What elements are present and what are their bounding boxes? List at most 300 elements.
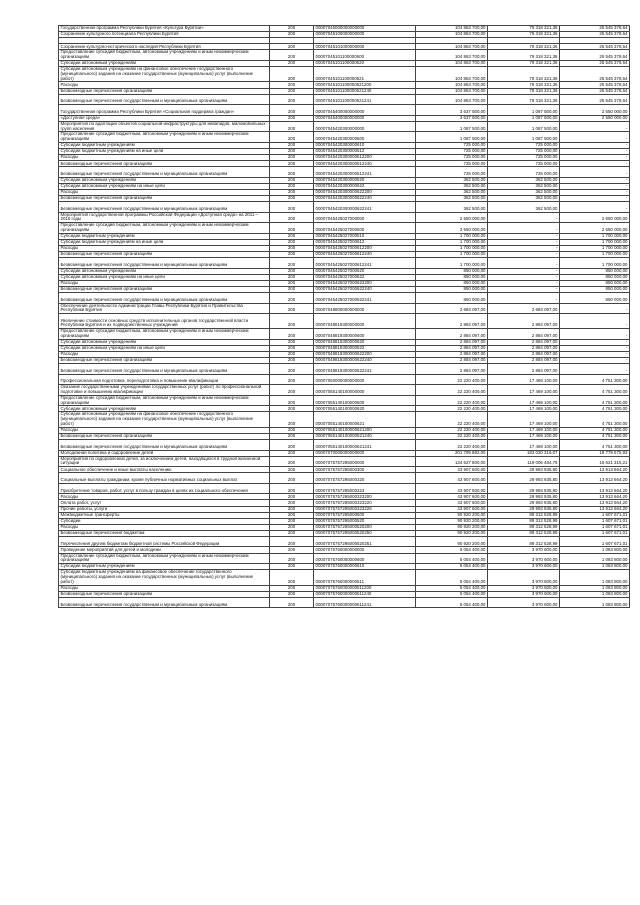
row-unexecuted-cell: 1 700 000,00 [560,246,630,252]
row-line-code-cell: 200 [270,132,314,143]
row-line-code-cell: 200 [270,252,314,258]
row-budget-code-cell: 00007045101000000000 [314,44,416,50]
row-budget-code-cell: 00007075757295000320 [314,473,416,484]
row-executed-cell: 79 318 321,36 [488,26,560,32]
row-name-cell: Безвозмездные перечисления государственным и муниципальным организациям [59,597,270,608]
row-name-cell: Безвозмездные перечисления государственным и муниципальным организациям [59,364,270,375]
row-approved-cell: 1 700 000,00 [416,233,488,239]
row-line-code-cell: 200 [270,82,314,88]
row-name-cell: Межбюджетные трансферты [59,512,270,518]
row-executed-cell: 17 469 100,00 [488,440,560,451]
row-approved-cell: 22 220 400,00 [416,385,488,396]
row-executed-cell: 79 318 321,36 [488,88,560,94]
row-executed-cell: - [488,233,560,239]
row-name-cell: Прочие работы, услуги [59,506,270,512]
row-approved-cell: 43 907 600,00 [416,494,488,500]
row-approved-cell: 850 000,00 [416,293,488,304]
row-unexecuted-cell: 4 751 300,00 [560,395,630,406]
row-budget-code-cell: 00007045425027000612241 [314,258,416,269]
row-unexecuted-cell: 850 000,00 [560,268,630,274]
row-line-code-cell: 200 [270,183,314,189]
row-name-cell: Расходы [59,351,270,357]
table-row [59,50,630,61]
row-line-code-cell: 200 [270,167,314,178]
row-name-cell: Безвозмездные перечисления государственным и муниципальным организациям [59,202,270,213]
row-unexecuted-cell: 4 751 300,00 [560,440,630,451]
row-name-cell: Оказание государственными учреждениями государственных услуг (работ) по профессиональной подготовке и повышению квалификации [59,385,270,396]
row-approved-cell: 104 863 700,00 [416,60,488,66]
row-budget-code-cell: 00007045425027000612 [314,239,416,245]
row-name-cell: Безвозмездные перечисления государственным и муниципальным организациям [59,258,270,269]
row-approved-cell: 104 863 700,00 [416,26,488,32]
row-unexecuted-cell: - [560,132,630,143]
row-approved-cell: 362 500,00 [416,196,488,202]
row-approved-cell: 22 220 400,00 [416,406,488,412]
row-unexecuted-cell: 1 700 000,00 [560,239,630,245]
row-name-cell: Расходы [59,246,270,252]
row-budget-code-cell: 00007048819300000620 [314,339,416,345]
table-row [59,67,630,82]
row-executed-cell: - [488,252,560,258]
row-approved-cell: 22 220 400,00 [416,433,488,439]
row-approved-cell: 850 000,00 [416,274,488,280]
table-row [59,553,630,564]
row-line-code-cell: 200 [270,303,314,314]
row-budget-code-cell: 00007075760000000611200 [314,585,416,591]
row-budget-code-cell: 00007045101100000600 [314,50,416,61]
table-row [59,44,630,50]
row-unexecuted-cell: 25 545 378,64 [560,82,630,88]
row-line-code-cell: 200 [270,395,314,406]
row-budget-code-cell: 00007045420300000622240 [314,196,416,202]
row-unexecuted-cell: - [560,303,630,314]
row-unexecuted-cell: 4 751 300,00 [560,374,630,385]
row-unexecuted-cell: 1 083 800,00 [560,585,630,591]
table-row [59,536,630,547]
row-line-code-cell: 200 [270,512,314,518]
row-unexecuted-cell: 25 545 378,64 [560,94,630,105]
row-executed-cell: 3 970 600,00 [488,570,560,585]
row-name-cell: Безвозмездные перечисления организациям [59,196,270,202]
row-line-code-cell: 200 [270,177,314,183]
row-line-code-cell: 200 [270,105,314,116]
row-name-cell: Увеличение стоимости основных средств исполнительных органов государственной власти Республики Бурятия и их подведомственных учреждений [59,314,270,329]
row-executed-cell: 362 500,00 [488,183,560,189]
row-executed-cell: 89 312 528,99 [488,512,560,518]
row-executed-cell: 362 500,00 [488,189,560,195]
row-line-code-cell: 200 [270,314,314,329]
row-approved-cell: 2 884 097,00 [416,364,488,375]
row-executed-cell: 1 087 500,00 [488,132,560,143]
row-name-cell: Расходы [59,189,270,195]
row-approved-cell: 362 500,00 [416,189,488,195]
table-row [59,293,630,304]
row-budget-code-cell: 00007048819300000622200 [314,351,416,357]
table-row [59,202,630,213]
row-budget-code-cell: 00007045101100000620 [314,60,416,66]
row-executed-cell: 29 993 935,80 [488,494,560,500]
row-name-cell: Безвозмездные перечисления организациям [59,88,270,94]
row-line-code-cell: 200 [270,223,314,234]
row-unexecuted-cell: 2 550 000,00 [560,223,630,234]
row-executed-cell: 1 087 500,00 [488,121,560,132]
row-approved-cell: 90 920 200,00 [416,536,488,547]
row-line-code-cell: 200 [270,440,314,451]
row-unexecuted-cell: 13 913 664,20 [560,500,630,506]
row-approved-cell: 22 220 400,00 [416,374,488,385]
row-name-cell: Субсидии бюджетным учреждениям [59,564,270,570]
row-executed-cell: 183 020 316,07 [488,450,560,456]
row-budget-code-cell: 00007045420300000000 [314,121,416,132]
row-name-cell: Субсидии бюджетным учреждениям на финансовое обеспечение государственного (муниципального) задания на оказание государственных (муниципальных) услуг (выполнение работ) [59,570,270,585]
row-approved-cell: 1 700 000,00 [416,239,488,245]
row-unexecuted-cell: 1 083 800,00 [560,553,630,564]
table-row [59,395,630,406]
row-executed-cell: 29 993 935,80 [488,473,560,484]
row-approved-cell: 362 500,00 [416,183,488,189]
row-name-cell: Безвозмездные перечисления организациям [59,161,270,167]
row-line-code-cell: 200 [270,60,314,66]
row-executed-cell: 29 993 935,80 [488,483,560,494]
row-approved-cell: 104 863 700,00 [416,82,488,88]
row-approved-cell: 90 920 200,00 [416,524,488,530]
row-line-code-cell: 200 [270,329,314,340]
row-executed-cell: - [488,239,560,245]
row-approved-cell: 104 863 700,00 [416,67,488,82]
row-line-code-cell: 200 [270,524,314,530]
table-row [59,161,630,167]
table-row [59,345,630,351]
row-executed-cell: - [488,274,560,280]
row-name-cell: Безвозмездные перечисления организациям [59,591,270,597]
row-approved-cell: 43 907 600,00 [416,483,488,494]
row-unexecuted-cell: - [560,167,630,178]
row-name-cell: Субсидии автономным учреждениям на финансовое обеспечение государственного (муниципального) задания на оказание государственных (муниципальных) услуг (выполнение работ) [59,412,270,427]
table-row [59,94,630,105]
row-approved-cell: 2 550 000,00 [416,223,488,234]
row-name-cell: Предоставление субсидий бюджетным, автономным учреждениям и иным некоммерческим организациям [59,553,270,564]
row-approved-cell: 134 627 800,00 [416,456,488,467]
row-budget-code-cell: 00007048819300000622240 [314,358,416,364]
row-budget-code-cell: 00007045400000000000 [314,115,416,121]
row-budget-code-cell: 00007055140100000600 [314,395,416,406]
row-executed-cell: 2 884 097,00 [488,358,560,364]
row-budget-code-cell: 00007055140100000000 [314,385,416,396]
row-name-cell: Расходы [59,427,270,433]
row-executed-cell: 79 318 321,36 [488,94,560,105]
row-executed-cell: 3 970 600,00 [488,591,560,597]
table-row [59,329,630,340]
table-row [59,303,630,314]
row-name-cell: Сохранение культурного потенциала Республики Бурятия [59,32,270,38]
row-executed-cell: - [488,258,560,269]
row-approved-cell: 1 087 500,00 [416,121,488,132]
row-approved-cell: 5 054 400,00 [416,591,488,597]
row-executed-cell: - [488,223,560,234]
row-unexecuted-cell: - [560,183,630,189]
row-budget-code-cell: 00007045425027000622 [314,274,416,280]
row-line-code-cell: 200 [270,553,314,564]
row-approved-cell: 2 884 097,00 [416,351,488,357]
row-executed-cell: 29 993 935,80 [488,467,560,473]
row-budget-code-cell: 00007075757295000520200 [314,524,416,530]
table-row [59,105,630,116]
row-line-code-cell: 200 [270,121,314,132]
row-approved-cell: 2 884 097,00 [416,303,488,314]
row-budget-code-cell: 00007045425027000620 [314,268,416,274]
row-unexecuted-cell: - [560,202,630,213]
row-executed-cell: 2 884 097,00 [488,345,560,351]
row-approved-cell: 2 884 097,00 [416,345,488,351]
row-budget-code-cell: 00007075757295000000 [314,456,416,467]
row-budget-code-cell: 00007055140100000621241 [314,440,416,451]
row-line-code-cell: 200 [270,115,314,121]
row-executed-cell: 119 006 484,79 [488,456,560,467]
table-row [59,412,630,427]
row-unexecuted-cell: 13 913 664,20 [560,494,630,500]
row-approved-cell: 1 700 000,00 [416,258,488,269]
row-line-code-cell: 200 [270,412,314,427]
row-executed-cell: - [488,246,560,252]
row-name-cell: Предоставление субсидий бюджетным, автономным учреждениям и иным некоммерческим организациям [59,132,270,143]
row-approved-cell: 43 907 600,00 [416,506,488,512]
row-unexecuted-cell: 1 607 671,01 [560,512,630,518]
row-approved-cell: 104 863 700,00 [416,88,488,94]
row-budget-code-cell: 00007075760000000600 [314,553,416,564]
row-name-cell: Субсидии автономным учреждениям [59,339,270,345]
row-unexecuted-cell: 850 000,00 [560,293,630,304]
row-approved-cell: 850 000,00 [416,268,488,274]
row-line-code-cell: 200 [270,483,314,494]
row-budget-code-cell: 00007045101100000621200 [314,82,416,88]
row-executed-cell: 725 000,00 [488,149,560,155]
row-executed-cell: 17 469 100,00 [488,427,560,433]
row-budget-code-cell: 00007045420300000600 [314,132,416,143]
table-row [59,212,630,223]
row-unexecuted-cell: 1 083 800,00 [560,570,630,585]
row-approved-cell: 90 920 200,00 [416,518,488,524]
row-executed-cell: 79 318 321,36 [488,82,560,88]
row-unexecuted-cell: 25 545 378,64 [560,26,630,32]
row-line-code-cell: 200 [270,246,314,252]
row-approved-cell: 1 700 000,00 [416,246,488,252]
row-approved-cell: 725 000,00 [416,167,488,178]
row-unexecuted-cell: 1 700 000,00 [560,258,630,269]
table-row [59,167,630,178]
row-line-code-cell: 200 [270,433,314,439]
row-unexecuted-cell: 25 545 378,64 [560,88,630,94]
row-budget-code-cell: 00007075757295000323 [314,483,416,494]
row-budget-code-cell: 00007045101100000621241 [314,94,416,105]
row-name-cell: «Доступная среда» [59,115,270,121]
row-executed-cell: 29 993 935,80 [488,500,560,506]
row-executed-cell: 725 000,00 [488,142,560,148]
row-approved-cell: 201 799 892,00 [416,450,488,456]
row-executed-cell: 79 318 321,36 [488,67,560,82]
row-name-cell: Субсидии автономным учреждениям на иные цели [59,345,270,351]
row-executed-cell: 89 312 528,99 [488,524,560,530]
row-unexecuted-cell: - [560,121,630,132]
row-line-code-cell: 200 [270,385,314,396]
row-line-code-cell: 200 [270,239,314,245]
row-executed-cell: 79 318 321,36 [488,44,560,50]
row-line-code-cell: 200 [270,564,314,570]
row-budget-code-cell: 00007048819300000000 [314,314,416,329]
row-unexecuted-cell: 18 779 575,93 [560,450,630,456]
row-executed-cell: 79 318 321,36 [488,32,560,38]
row-budget-code-cell: 00007045101100000621 [314,67,416,82]
row-name-cell: Предоставление субсидий бюджетным, автономным учреждениям и иным некоммерческим организациям [59,395,270,406]
row-budget-code-cell: 00007045420300000612241 [314,167,416,178]
row-executed-cell: 362 500,00 [488,202,560,213]
row-unexecuted-cell: - [560,358,630,364]
row-executed-cell: 3 970 600,00 [488,547,560,553]
row-unexecuted-cell: 1 700 000,00 [560,233,630,239]
row-approved-cell: 104 863 700,00 [416,32,488,38]
row-budget-code-cell: 00007045425027000622241 [314,293,416,304]
row-executed-cell: 3 970 600,00 [488,597,560,608]
row-budget-code-cell: 00007045425027000622240 [314,287,416,293]
row-unexecuted-cell: 1 083 800,00 [560,547,630,553]
row-executed-cell: - [488,293,560,304]
row-budget-code-cell: 00007048800000000000 [314,303,416,314]
row-budget-code-cell: 00007045425027000610 [314,233,416,239]
row-approved-cell: 5 054 400,00 [416,570,488,585]
row-executed-cell: 17 469 100,00 [488,385,560,396]
row-budget-code-cell: 00007075760000000611240 [314,591,416,597]
row-line-code-cell: 200 [270,196,314,202]
row-name-cell: Проведение мероприятий для детей и молодежи [59,547,270,553]
row-unexecuted-cell: - [560,149,630,155]
row-approved-cell: 5 054 400,00 [416,597,488,608]
row-executed-cell: - [488,212,560,223]
row-budget-code-cell: 00007045425027000000 [314,212,416,223]
row-line-code-cell: 200 [270,339,314,345]
row-executed-cell: 79 318 321,36 [488,50,560,61]
row-executed-cell: 89 312 528,99 [488,518,560,524]
row-budget-code-cell: 00007045425027000612200 [314,246,416,252]
row-budget-code-cell: 00007045101100000621240 [314,88,416,94]
row-approved-cell: 22 220 400,00 [416,427,488,433]
row-approved-cell: 5 054 400,00 [416,585,488,591]
row-executed-cell: 2 884 097,00 [488,314,560,329]
row-line-code-cell: 200 [270,189,314,195]
row-executed-cell: 3 970 600,00 [488,585,560,591]
table-row [59,433,630,439]
row-line-code-cell: 200 [270,274,314,280]
row-budget-code-cell: 00007075757295000520250 [314,530,416,536]
row-line-code-cell: 200 [270,258,314,269]
row-approved-cell: 362 500,00 [416,202,488,213]
row-name-cell: Субсидии автономным учреждениям [59,406,270,412]
row-unexecuted-cell: 25 545 378,64 [560,67,630,82]
row-approved-cell: 362 500,00 [416,177,488,183]
row-approved-cell: 22 220 400,00 [416,440,488,451]
table-row [59,547,630,553]
table-row [59,570,630,585]
row-budget-code-cell: 00007075757295000520251 [314,536,416,547]
row-approved-cell: 43 907 600,00 [416,467,488,473]
row-unexecuted-cell: 4 751 300,00 [560,433,630,439]
row-unexecuted-cell: 1 607 671,01 [560,524,630,530]
row-line-code-cell: 200 [270,142,314,148]
row-line-code-cell: 200 [270,212,314,223]
table-row [59,32,630,38]
row-name-cell: Обеспечение деятельности Администрации Главы Республики Бурятия и Правительства Республики Бурятия [59,303,270,314]
table-row [59,591,630,597]
row-line-code-cell: 200 [270,364,314,375]
row-name-cell: Безвозмездные перечисления государственным и муниципальным организациям [59,167,270,178]
row-approved-cell: 90 920 200,00 [416,530,488,536]
row-budget-code-cell: 00007055140100000621 [314,412,416,427]
table-row [59,473,630,484]
row-executed-cell: 89 312 528,99 [488,530,560,536]
row-executed-cell: 17 469 100,00 [488,374,560,385]
row-executed-cell: 17 469 100,00 [488,406,560,412]
row-approved-cell: 5 054 400,00 [416,547,488,553]
table-row [59,440,630,451]
row-unexecuted-cell: - [560,364,630,375]
row-approved-cell: 725 000,00 [416,155,488,161]
row-approved-cell: 90 920 200,00 [416,512,488,518]
row-name-cell: Безвозмездные перечисления организациям [59,287,270,293]
row-name-cell: Сохранение культурно-исторического наследия Республики Бурятия [59,44,270,50]
row-line-code-cell: 200 [270,88,314,94]
row-approved-cell: 22 220 400,00 [416,412,488,427]
table-row [59,121,630,132]
row-unexecuted-cell: 1 083 800,00 [560,564,630,570]
row-approved-cell: 104 863 700,00 [416,50,488,61]
row-executed-cell: - [488,287,560,293]
row-executed-cell: 725 000,00 [488,155,560,161]
row-line-code-cell: 200 [270,149,314,155]
row-executed-cell: 3 970 600,00 [488,553,560,564]
table-row [59,364,630,375]
row-executed-cell: 2 884 097,00 [488,351,560,357]
row-line-code-cell: 200 [270,50,314,61]
table-row [59,149,630,155]
row-unexecuted-cell: 1 607 671,01 [560,518,630,524]
row-line-code-cell: 200 [270,287,314,293]
row-name-cell: Профессиональная подготовка, переподготовка и повышение квалификации [59,374,270,385]
row-line-code-cell: 200 [270,467,314,473]
row-unexecuted-cell: - [560,314,630,329]
table-row [59,314,630,329]
row-name-cell: Безвозмездные перечисления бюджетам [59,530,270,536]
row-unexecuted-cell: - [560,196,630,202]
row-budget-code-cell: 00007045425027000600 [314,223,416,234]
row-approved-cell: 850 000,00 [416,280,488,286]
row-name-cell: Молодежная политика и оздоровление детей [59,450,270,456]
table-row [59,196,630,202]
row-name-cell: Субсидии бюджетным учреждениям [59,142,270,148]
row-budget-code-cell: 00007075760000000611 [314,570,416,585]
table-row [59,483,630,494]
row-line-code-cell: 200 [270,67,314,82]
row-executed-cell: 2 884 097,00 [488,329,560,340]
row-budget-code-cell: 00007075760000000611241 [314,597,416,608]
row-budget-code-cell: 00007045420300000622 [314,183,416,189]
row-unexecuted-cell: 2 550 000,00 [560,212,630,223]
row-approved-cell: 5 054 400,00 [416,564,488,570]
table-row [59,450,630,456]
row-name-cell: Предоставление субсидий бюджетным, автономным учреждениям и иным некоммерческим организациям [59,329,270,340]
row-executed-cell: 362 500,00 [488,177,560,183]
row-line-code-cell: 200 [270,280,314,286]
row-executed-cell: - [488,268,560,274]
row-line-code-cell: 200 [270,94,314,105]
row-line-code-cell: 200 [270,518,314,524]
